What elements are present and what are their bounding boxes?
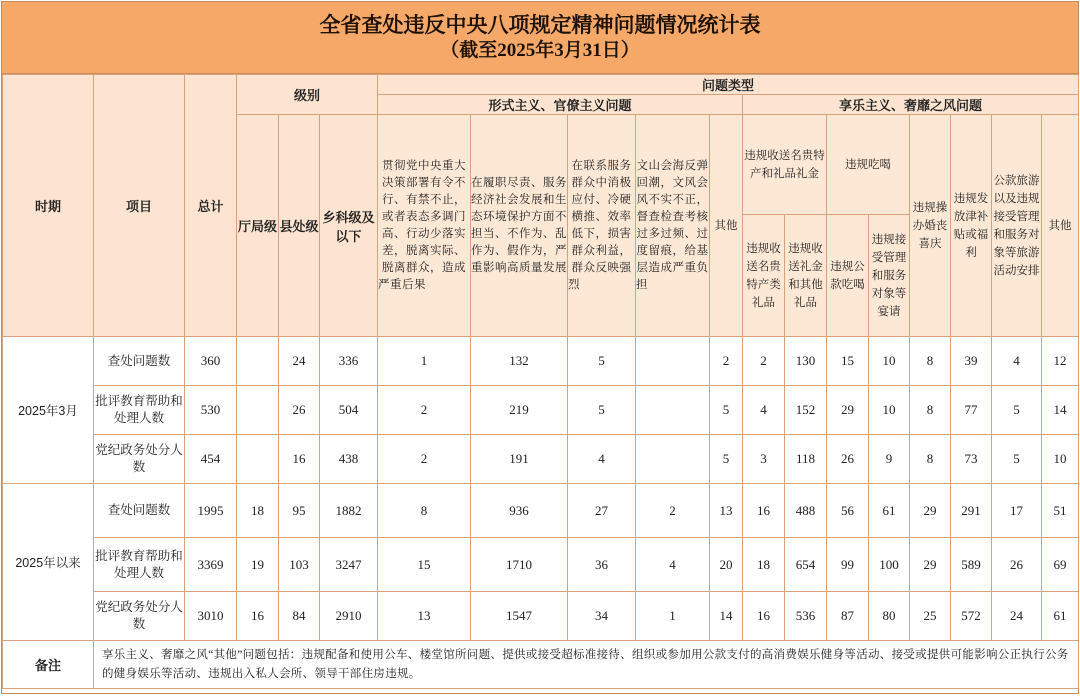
cell-value: 5: [568, 337, 636, 386]
cell-value: 56: [827, 484, 869, 538]
cell-value: 15: [827, 337, 869, 386]
cell-value: 13: [710, 484, 743, 538]
cell-value: 336: [320, 337, 378, 386]
cell-value: 13: [378, 592, 471, 641]
cell-value: 16: [279, 435, 320, 484]
title-bar: [2, 2, 1078, 74]
cell-value: 132: [471, 337, 568, 386]
cell-value: 438: [320, 435, 378, 484]
header-level: 级别: [237, 75, 378, 115]
header-hedonism-other: 其他: [1042, 115, 1079, 337]
cell-value: [636, 386, 710, 435]
header-formalism-other: 其他: [710, 115, 743, 337]
cell-value: 5: [710, 435, 743, 484]
cell-value: 95: [279, 484, 320, 538]
cell-value: 536: [785, 592, 827, 641]
cell-value: 2: [636, 484, 710, 538]
table-row: [3, 592, 1079, 641]
header-level-ministerial: 厅局级: [237, 115, 279, 337]
table-row: [3, 538, 1079, 592]
cell-value: 29: [910, 538, 951, 592]
header-tourism: 公款旅游以及违规接受管理和服务对象等旅游活动安排: [992, 115, 1042, 337]
cell-value: 36: [568, 538, 636, 592]
cell-value: 27: [568, 484, 636, 538]
cell-value: 10: [869, 337, 910, 386]
cell-value: 488: [785, 484, 827, 538]
cell-value: 18: [743, 538, 785, 592]
cell-value: 4: [568, 435, 636, 484]
cell-value: 84: [279, 592, 320, 641]
statistics-table: [2, 74, 1079, 689]
cell-value: 589: [951, 538, 992, 592]
cell-value: 1995: [185, 484, 237, 538]
cell-value: 16: [743, 592, 785, 641]
header-period: 时期: [3, 75, 94, 337]
row-item-label: 批评教育帮助和处理人数: [94, 386, 185, 435]
cell-value: 14: [1042, 386, 1079, 435]
table-row: [3, 386, 1079, 435]
cell-value: 5: [710, 386, 743, 435]
cell-value: 26: [279, 386, 320, 435]
cell-value: 18: [237, 484, 279, 538]
header-allowances: 违规发放津补贴或福利: [951, 115, 992, 337]
cell-value: 291: [951, 484, 992, 538]
table-row: [3, 484, 1079, 538]
cell-value: 73: [951, 435, 992, 484]
period-label: 2025年3月: [3, 337, 94, 484]
cell-value: 16: [743, 484, 785, 538]
cell-value: 1882: [320, 484, 378, 538]
cell-value: 77: [951, 386, 992, 435]
cell-value: 51: [1042, 484, 1079, 538]
cell-value: 24: [279, 337, 320, 386]
cell-value: 14: [710, 592, 743, 641]
cell-value: 4: [743, 386, 785, 435]
cell-value: 130: [785, 337, 827, 386]
cell-value: 4: [992, 337, 1042, 386]
row-item-label: 党纪政务处分人数: [94, 592, 185, 641]
cell-value: 26: [992, 538, 1042, 592]
table-row: [3, 337, 1079, 386]
header-total: 总计: [185, 75, 237, 337]
note-row: [3, 641, 1079, 689]
cell-value: 12: [1042, 337, 1079, 386]
cell-value: 8: [910, 435, 951, 484]
table-row: [3, 435, 1079, 484]
cell-value: 10: [869, 386, 910, 435]
cell-value: 118: [785, 435, 827, 484]
header-gift-group: 违规收送名贵特产和礼品礼金: [743, 115, 827, 215]
cell-value: 4: [636, 538, 710, 592]
cell-value: [636, 435, 710, 484]
cell-value: 61: [869, 484, 910, 538]
cell-value: 2: [743, 337, 785, 386]
header-gift-cash: 违规收送礼金和其他礼品: [785, 215, 827, 337]
row-item-label: 查处问题数: [94, 337, 185, 386]
header-item: 项目: [94, 75, 185, 337]
cell-value: 1: [378, 337, 471, 386]
cell-value: 19: [237, 538, 279, 592]
cell-value: 2910: [320, 592, 378, 641]
row-item-label: 查处问题数: [94, 484, 185, 538]
cell-value: 24: [992, 592, 1042, 641]
header-formalism-decisions: 贯彻党中央重大决策部署有令不行、有禁不止，或者表态多调门高、行动少落实差，脱离实际、脱离群众，造成严重后果: [378, 115, 471, 337]
cell-value: 530: [185, 386, 237, 435]
cell-value: 8: [910, 337, 951, 386]
header-weddings-funerals: 违规操办婚丧喜庆: [910, 115, 951, 337]
cell-value: 936: [471, 484, 568, 538]
header-formalism: 形式主义、官僚主义问题: [378, 95, 743, 115]
cell-value: 8: [910, 386, 951, 435]
cell-value: 15: [378, 538, 471, 592]
cell-value: 29: [827, 386, 869, 435]
header-dining-banquets: 违规接受管理和服务对象等宴请: [869, 215, 910, 337]
cell-value: 3247: [320, 538, 378, 592]
table-subtitle: （截至2025年3月31日）: [440, 40, 640, 61]
cell-value: 25: [910, 592, 951, 641]
cell-value: [237, 386, 279, 435]
cell-value: 8: [378, 484, 471, 538]
cell-value: [636, 337, 710, 386]
header-level-county: 县处级: [279, 115, 320, 337]
cell-value: 2: [710, 337, 743, 386]
cell-value: [237, 435, 279, 484]
cell-value: 572: [951, 592, 992, 641]
cell-value: 69: [1042, 538, 1079, 592]
cell-value: 3369: [185, 538, 237, 592]
cell-value: 1547: [471, 592, 568, 641]
period-label: 2025年以来: [3, 484, 94, 641]
cell-value: 654: [785, 538, 827, 592]
cell-value: 1710: [471, 538, 568, 592]
cell-value: 2: [378, 435, 471, 484]
cell-value: 26: [827, 435, 869, 484]
cell-value: 1: [636, 592, 710, 641]
row-item-label: 党纪政务处分人数: [94, 435, 185, 484]
cell-value: 454: [185, 435, 237, 484]
cell-value: 5: [568, 386, 636, 435]
header-problem-type: 问题类型: [378, 75, 1079, 95]
note-label: 备注: [3, 641, 94, 689]
cell-value: 191: [471, 435, 568, 484]
cell-value: 29: [910, 484, 951, 538]
cell-value: 9: [869, 435, 910, 484]
cell-value: 87: [827, 592, 869, 641]
cell-value: 103: [279, 538, 320, 592]
cell-value: 34: [568, 592, 636, 641]
cell-value: 5: [992, 386, 1042, 435]
cell-value: 61: [1042, 592, 1079, 641]
cell-value: 80: [869, 592, 910, 641]
cell-value: 100: [869, 538, 910, 592]
cell-value: 3010: [185, 592, 237, 641]
cell-value: 17: [992, 484, 1042, 538]
cell-value: 16: [237, 592, 279, 641]
cell-value: 5: [992, 435, 1042, 484]
cell-value: 152: [785, 386, 827, 435]
cell-value: [237, 337, 279, 386]
header-formalism-service: 在联系服务群众中消极应付、冷硬横推、效率低下，损害群众利益，群众反映强烈: [568, 115, 636, 337]
header-formalism-duties: 在履职尽责、服务经济社会发展和生态环境保护方面不担当、不作为、乱作为、假作为，严重影响高质量发展: [471, 115, 568, 337]
cell-value: 219: [471, 386, 568, 435]
header-gift-specialties: 违规收送名贵特产类礼品: [743, 215, 785, 337]
header-level-township: 乡科级及以下: [320, 115, 378, 337]
cell-value: 360: [185, 337, 237, 386]
table-title: 全省查处违反中央八项规定精神问题情况统计表: [319, 13, 761, 37]
note-text: 享乐主义、奢靡之风“其他”问题包括：违规配备和使用公车、楼堂馆所问题、提供或接受超标准接待、组织或参加用公款支付的高消费娱乐健身等活动、接受或提供可能影响公正执行公务的健身娱乐等活动、违规出入私人会所、领导干部住房违规。: [94, 641, 1079, 689]
cell-value: 39: [951, 337, 992, 386]
header-formalism-meetings: 文山会海反弹回潮，文风会风不实不正，督查检查考核过多过频、过度留痕，给基层造成严重负担: [636, 115, 710, 337]
cell-value: 2: [378, 386, 471, 435]
cell-value: 10: [1042, 435, 1079, 484]
row-item-label: 批评教育帮助和处理人数: [94, 538, 185, 592]
cell-value: 99: [827, 538, 869, 592]
header-dining-group: 违规吃喝: [827, 115, 910, 215]
statistics-sheet: [1, 1, 1079, 694]
header-dining-public-funds: 违规公款吃喝: [827, 215, 869, 337]
cell-value: 20: [710, 538, 743, 592]
cell-value: 504: [320, 386, 378, 435]
cell-value: 3: [743, 435, 785, 484]
header-hedonism: 享乐主义、奢靡之风问题: [743, 95, 1079, 115]
